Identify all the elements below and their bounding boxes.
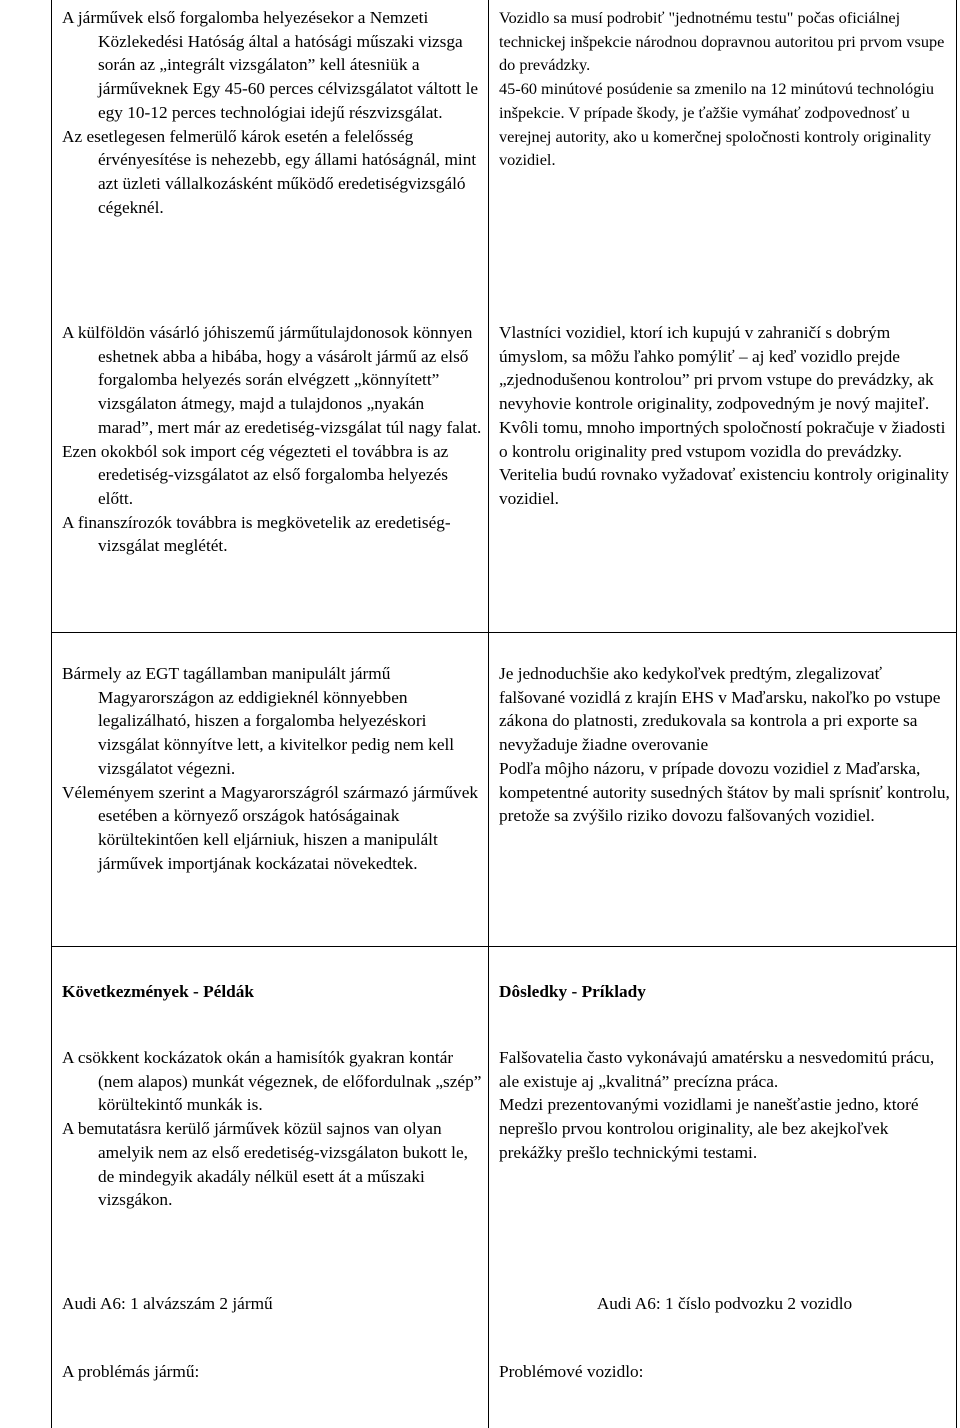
row-divider: [51, 632, 957, 633]
row-divider: [51, 946, 957, 947]
paragraph: A problémás jármű:: [62, 1362, 200, 1381]
paragraph: Kvôli tomu, mnoho importných spoločností pokračuje v žiadosti o kontrolu originality pred vstupom vozidla do prevádzky.: [499, 417, 946, 461]
paragraph: A finanszírozók továbbra is megkövetelik az eredetiség-vizsgálat meglétét.: [62, 512, 451, 556]
paragraph: Vozidlo sa musí podrobiť "jednotnému testu" počas oficiálnej technickej inšpekcie národnou dopravnou autoritou pri prvom vsupe do prevádzky.: [499, 8, 945, 75]
paragraph: A külföldön vásárló jóhiszemű járműtulajdonosok könnyen eshetnek abba a hibába, hogy a vásárolt jármű az első forgalomba helyezés során elvégzett „könnyített” vizsgálaton átmegy, majd a tulajdonos „nyakán marad”, mert már az eredetiség-vizsgálat túl nagy falat.: [62, 323, 482, 437]
paragraph: Audi A6: 1 číslo podvozku 2 vozidlo: [596, 1294, 853, 1313]
section-heading: Következmények - Példák: [62, 982, 254, 1001]
paragraph: Podľa môjho názoru, v prípade dovozu vozidiel z Maďarska, kompetentné autority susedných štátov by mali sprísniť kontrolu, pretože sa zvýšilo riziko dovozu falšovaných vozidiel.: [499, 758, 950, 826]
cell-sk-row2: [489, 321, 956, 511]
cell-hu-row7: [52, 1360, 488, 1384]
cell-sk-row1: [489, 6, 956, 172]
paragraph: Ezen okokból sok import cég végezteti el továbbra is az eredetiség-vizsgálatot az első forgalomba helyezés előtt.: [62, 441, 449, 508]
cell-sk-row5: [489, 1046, 956, 1165]
paragraph: Veritelia budú rovnako vyžadovať existenciu kontroly originality vozidiel.: [499, 465, 949, 508]
paragraph: A járművek első forgalomba helyezésekor a Nemzeti Közlekedési Hatóság által a hatósági műszaki vizsga során az „integrált vizsgálaton” kell átesniük a járműveknek Egy 45-60 perces célvizsgálatot váltott le egy 10-12 perces technológiai idejű részvizsgálat.: [62, 8, 479, 122]
paragraph: A csökkent kockázatok okán a hamisítók gyakran kontár (nem alapos) munkát végeznek, de előfordulnak „szép” körültekintő munkák is.: [62, 1048, 482, 1115]
cell-sk-heading: [489, 980, 956, 1004]
paragraph: Medzi prezentovanými vozidlami je nanešťastie jedno, ktoré neprešlo prvou kontrolou originality, ale bez akejkoľvek prekážky prešlo technickými testami.: [499, 1095, 919, 1162]
paragraph: A bemutatásra kerülő járművek közül sajnos van olyan amelyik nem az első eredetiség-vizsgálaton bukott le, de mindegyik akadály nélkül esett át a műszaki vizsgákon.: [62, 1119, 468, 1210]
cell-sk-row7: [489, 1360, 956, 1384]
cell-hu-row5: [52, 1046, 488, 1212]
paragraph: Bármely az EGT tagállamban manipulált jármű Magyarországon az eddigieknél könnyebben legalizálható, hiszen a forgalomba helyezéskori vizsgálat könnyítve lett, a kivitelkor pedig nem kell vizsgálatot végezni.: [62, 664, 455, 778]
cell-sk-row3: [489, 662, 956, 828]
paragraph: Problémové vozidlo:: [499, 1362, 644, 1381]
paragraph: Véleményem szerint a Magyarországról származó járművek esetében a környező országok hatóságainak körültekintően kell eljárniuk, hiszen a manipulált járművek importjának kockázatai növekedtek.: [62, 782, 479, 873]
paragraph: Az esetlegesen felmerülő károk esetén a felelősség érvényesítése is nehezebb, egy állami hatóságnál, mint azt üzleti vállalkozásként működő eredetiségvizsgáló cégeknél.: [62, 126, 477, 217]
paragraph: Falšovatelia často vykonávajú amatérsku a nesvedomitú prácu, ale existuje aj „kvalitná” precízna práca.: [499, 1048, 935, 1091]
cell-hu-row2: [52, 321, 488, 558]
cell-hu-row6: [52, 1292, 488, 1316]
paragraph: Je jednoduchšie ako kedykoľvek predtým, zlegalizovať falšované vozidlá z krajín EHS v Maďarsku, nakoľko po vstupe zákona do platnosti, zredukovala sa kontrola a pri exporte sa nevyžaduje žiadne overovanie: [499, 664, 941, 755]
cell-hu-row1: [52, 6, 488, 219]
paragraph: Vlastníci vozidiel, ktorí ich kupujú v zahraničí s dobrým úmyslom, sa môžu ľahko pomýliť – aj keď vozidlo prejde „zjednodušenou kontrolou” pri prvom vstupe do prevádzky, ak nevyhovie kontrole originality, zodpovedným je nový majiteľ.: [499, 323, 934, 414]
section-heading: Dôsledky - Príklady: [499, 982, 646, 1001]
cell-hu-row3: [52, 662, 488, 875]
cell-sk-row6: [489, 1292, 956, 1316]
cell-hu-heading: [52, 980, 488, 1004]
paragraph: Audi A6: 1 alvázszám 2 jármű: [62, 1294, 273, 1313]
paragraph: 45-60 minútové posúdenie sa zmenilo na 12 minútovú technológiu inšpekcie. V prípade škody, je ťažšie vymáhať zodpovednosť u verejnej autority, ako u komerčnej spoločnosti kontroly originality vozidiel.: [499, 79, 934, 170]
